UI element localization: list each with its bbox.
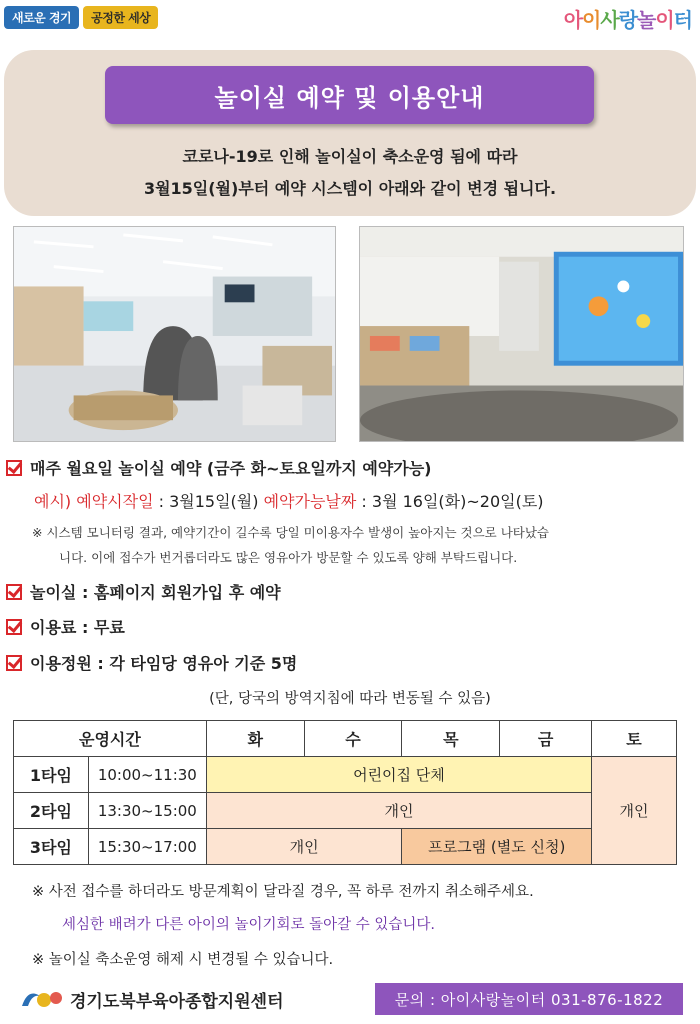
checkbox-icon: [6, 460, 22, 476]
slot-hours: 13:30~15:00: [88, 793, 206, 829]
slot-hours: 15:30~17:00: [88, 829, 206, 865]
org-logo-icon: [18, 986, 64, 1012]
slot-label: 3타임: [14, 829, 89, 865]
item-signup: [6, 580, 281, 603]
footer-note-1: ※ 사전 접수를 하더라도 방문계획이 달라질 경우, 꼭 하루 전까지 취소해주세요.: [32, 884, 534, 900]
footer-note-2: 세심한 배려가 다른 아이의 놀이기회로 돌아갈 수 있습니다.: [62, 917, 436, 933]
brand-logo: 아이사랑놀이터: [563, 8, 692, 32]
schedule-table: [13, 720, 677, 865]
page-title: 놀이실 예약 및 이용안내: [105, 66, 594, 124]
item-text: 놀이실 : 홈페이지 회원가입 후 예약: [30, 583, 281, 602]
org-branding: [18, 986, 284, 1012]
individual-cell: 개인: [206, 829, 402, 865]
col-header-fri: 금: [500, 721, 592, 757]
item-capacity: [6, 651, 297, 674]
slogan-badge-1: 새로운 경기: [4, 6, 79, 29]
saturday-cell: 개인: [592, 757, 677, 865]
slot-label: 2타임: [14, 793, 89, 829]
org-name: 경기도북부육아종합지원센터: [70, 991, 284, 1012]
playroom-photo-right: [359, 226, 684, 442]
intro-line-1: 코로나-19로 인해 놀이실이 축소운영 됨에 따라: [182, 147, 518, 166]
col-header-wed: 수: [304, 721, 402, 757]
item-text: 이용료 : 무료: [30, 618, 125, 637]
top-badges: [4, 6, 158, 29]
col-header-tue: 화: [206, 721, 304, 757]
note-line-1: ※ 시스템 모니터링 결과, 예약기간이 길수록 당일 미이용자수 발생이 높아지는 것으로 나타났습: [32, 525, 550, 540]
available-label: 예약가능날짜: [263, 492, 357, 511]
example-label: 예시): [34, 492, 72, 511]
col-header-sat: 토: [592, 721, 677, 757]
note-line-2: 니다. 이에 접수가 번거롭더라도 많은 영유아가 방문할 수 있도록 양해 부탁드립니다.: [59, 550, 518, 565]
playroom-photo-left: [13, 226, 336, 442]
example-line: [34, 489, 544, 512]
slot-hours: 10:00~11:30: [88, 757, 206, 793]
table-header-row: [14, 721, 677, 757]
col-header-time: 운영시간: [14, 721, 207, 757]
checkbox-icon: [6, 619, 22, 635]
item-fee: [6, 615, 125, 638]
table-row: [14, 793, 677, 829]
col-header-thu: 목: [402, 721, 500, 757]
program-cell: 프로그램 (별도 신청): [402, 829, 592, 865]
slogan-badge-2: 공정한 세상: [83, 6, 158, 29]
capacity-note: (단, 당국의 방역지침에 따라 변동될 수 있음): [209, 691, 491, 707]
footer-note-3: ※ 놀이실 축소운영 해제 시 변경될 수 있습니다.: [32, 952, 334, 968]
intro-line-2: 3월15일(월)부터 예약 시스템이 아래와 같이 변경 됩니다.: [143, 179, 557, 198]
table-row: [14, 757, 677, 793]
item-text: 매주 월요일 놀이실 예약 (금주 화~토요일까지 예약가능): [30, 459, 432, 478]
checkbox-icon: [6, 655, 22, 671]
group-daycare-cell: 어린이집 단체: [206, 757, 591, 793]
checkbox-icon: [6, 584, 22, 600]
table-row: [14, 829, 677, 865]
start-value: : 3월15일(월): [153, 492, 264, 511]
individual-cell: 개인: [206, 793, 591, 829]
item-weekly-reservation: [6, 456, 432, 479]
contact-box: 문의 : 아이사랑놀이터 031-876-1822: [375, 983, 683, 1015]
item-text: 이용정원 : 각 타임당 영유아 기준 5명: [30, 654, 298, 673]
slot-label: 1타임: [14, 757, 89, 793]
available-value: : 3월 16일(화)~20일(토): [356, 492, 544, 511]
start-label: 예약시작일: [76, 492, 154, 511]
